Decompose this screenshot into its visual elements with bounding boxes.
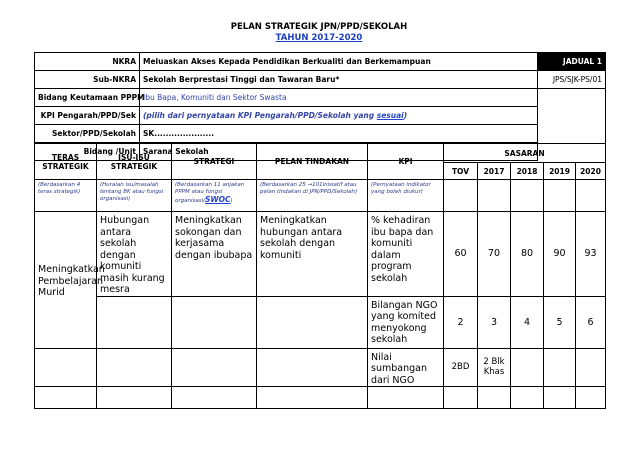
notes-row (35, 180, 606, 212)
target-2019: 90 (544, 212, 576, 297)
header-2017: 2017 (478, 163, 511, 180)
target-2020: 6 (576, 296, 606, 348)
empty-cell (97, 348, 172, 387)
tov-value: 2 (444, 296, 478, 348)
note-isu: (Huraian isu/masalah tentang BK atau fungsi organisasi) (97, 180, 172, 212)
info-row-subnkra (35, 71, 606, 89)
header-sasaran: SASARAN (444, 144, 606, 163)
empty-cell (478, 180, 511, 212)
empty-cell (172, 387, 257, 409)
empty-cell (368, 387, 444, 409)
nkra-value: Meluaskan Akses Kepada Pendidikan Berkualiti dan Berkemampuan (140, 53, 538, 71)
empty-cell (35, 387, 97, 409)
header-2020: 2020 (576, 163, 606, 180)
empty-cell (511, 180, 544, 212)
document-code: JPS/SJK-PS/01 (538, 71, 606, 89)
empty-cell (544, 348, 576, 387)
note-strategi-close: ) (230, 198, 233, 204)
note-pelan: (Berdasarkan 25 →101inisiatif atau pelan tindakan di JPN/PPD/Sekolah) (257, 180, 368, 212)
header-2019: 2019 (544, 163, 576, 180)
sektor-label: Sektor/PPD/Sekolah (35, 125, 140, 143)
header-pelan: PELAN TINDAKAN (257, 144, 368, 180)
info-row-nkra (35, 53, 606, 71)
empty-cell (511, 348, 544, 387)
empty-cell (538, 107, 606, 125)
teras-cell: Meningkatkan Pembelajaran Murid (35, 212, 97, 349)
kpi-value-link[interactable]: sesuai (376, 111, 404, 120)
nkra-label: NKRA (35, 53, 140, 71)
subnkra-label: Sub-NKRA (35, 71, 140, 89)
empty-cell (257, 387, 368, 409)
empty-cell (544, 180, 576, 212)
tov-value: 2BD (444, 348, 478, 387)
empty-cell (538, 125, 606, 143)
page-subtitle: TAHUN 2017-2020 (275, 33, 363, 43)
empty-cell (444, 180, 478, 212)
info-row-sektor (35, 125, 606, 143)
unit-value: Sarana Sekolah (140, 143, 538, 161)
header-row (35, 144, 606, 163)
kpi-label: KPI Pengarah/PPD/Sek (35, 107, 140, 125)
unit-label: Bidang /Unit (35, 143, 140, 161)
empty-cell (97, 387, 172, 409)
swoc-link[interactable]: SWOC (204, 195, 231, 204)
header-kpi: KPI (368, 144, 444, 180)
target-2017: 70 (478, 212, 511, 297)
empty-cell (511, 387, 544, 409)
header-tov: TOV (444, 163, 478, 180)
empty-cell (544, 387, 576, 409)
kpi-cell: % kehadiran ibu bapa dan komuniti dalam program sekolah (368, 212, 444, 297)
subnkra-value: Sekolah Berprestasi Tinggi dan Tawaran Baru* (140, 71, 538, 89)
isu-cell: Hubungan antara sekolah dengan komuniti masih kurang mesra (97, 212, 172, 297)
strategi-cell: Meningkatkan sokongan dan kerjasama dengan ibubapa (172, 212, 257, 297)
target-2018: 80 (511, 212, 544, 297)
table-row (35, 212, 606, 297)
header-strategi: STRATEGI (172, 144, 257, 180)
note-strategi-text: (Berdasarkan 11 anjakan PPPM atau fungsi organisasi/ (175, 182, 245, 204)
bidang-label: Bidang Keutamaan PPPM (35, 89, 140, 107)
target-2020: 93 (576, 212, 606, 297)
sektor-value: SK..................... (140, 125, 538, 143)
empty-cell (576, 180, 606, 212)
note-teras: (Berdasarkan 4 teras strategik) (35, 180, 97, 212)
target-2019: 5 (544, 296, 576, 348)
empty-cell (172, 348, 257, 387)
table-row (35, 348, 606, 387)
header-teras: TERAS STRATEGIK (35, 144, 97, 180)
kpi-value (140, 107, 538, 125)
tov-value: 60 (444, 212, 478, 297)
kpi-value-close: ) (403, 111, 408, 120)
target-2017: 2 Blk Khas (478, 348, 511, 387)
empty-cell (97, 296, 172, 348)
empty-cell (538, 89, 606, 107)
kpi-cell: Bilangan NGO yang komited menyokong sekolah (368, 296, 444, 348)
table-row (35, 296, 606, 348)
empty-cell (478, 387, 511, 409)
kpi-value-text: (pilih dari pernyataan KPI Pengarah/PPD/Sekolah yang (143, 111, 377, 120)
info-row-bidang (35, 89, 606, 107)
strategy-table (34, 143, 606, 409)
empty-cell (444, 387, 478, 409)
jadual-badge: JADUAL 1 (538, 53, 606, 71)
header-isu: ISU-ISU STRATEGIK (97, 144, 172, 180)
note-kpi: (Pernyataan indikator yang boleh diukur) (368, 180, 444, 212)
page-title: PELAN STRATEGIK JPN/PPD/SEKOLAH (230, 22, 408, 32)
table-row (35, 387, 606, 409)
target-2017: 3 (478, 296, 511, 348)
kpi-cell: Nilai sumbangan dari NGO (368, 348, 444, 387)
pelan-cell: Meningkatkan hubungan antara sekolah dengan komuniti (257, 212, 368, 297)
empty-cell (576, 348, 606, 387)
target-2018: 4 (511, 296, 544, 348)
empty-cell (172, 296, 257, 348)
empty-cell (576, 387, 606, 409)
bidang-value: Ibu Bapa, Komuniti dan Sektor Swasta (140, 89, 538, 107)
header-2018: 2018 (511, 163, 544, 180)
info-row-kpi (35, 107, 606, 125)
empty-cell (35, 348, 97, 387)
empty-cell (257, 296, 368, 348)
note-strategi (172, 180, 257, 212)
empty-cell (257, 348, 368, 387)
